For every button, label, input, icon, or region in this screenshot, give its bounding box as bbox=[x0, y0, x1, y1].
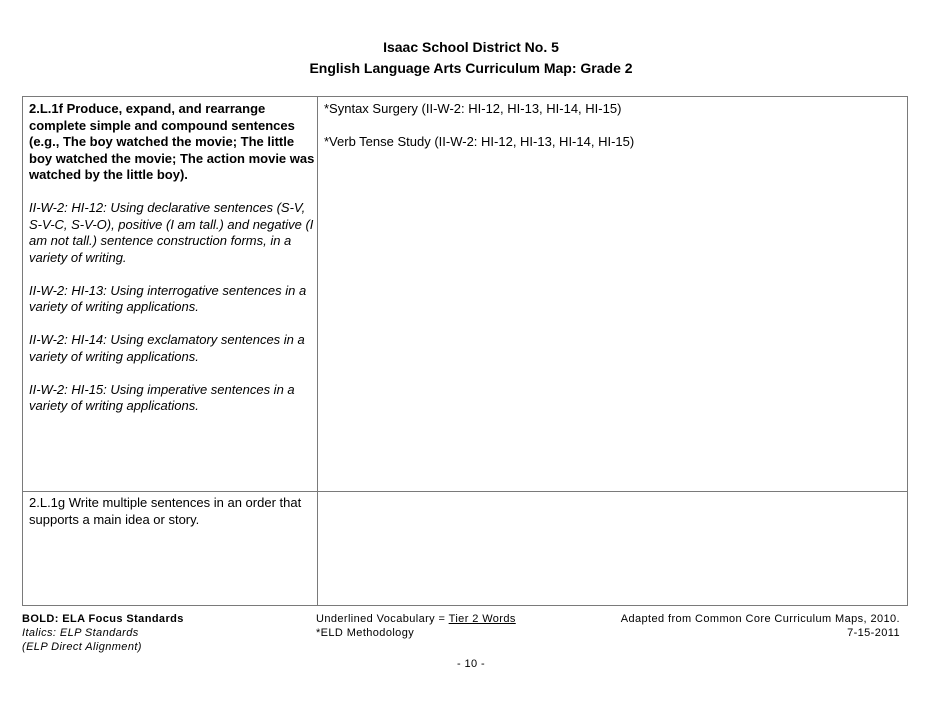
elp-standard-hi15: II-W-2: HI-15: Using imperative sentences in a variety of writing applications. bbox=[29, 381, 295, 413]
curriculum-table bbox=[22, 96, 908, 606]
standard-cell-row2 bbox=[29, 495, 315, 545]
focus-standard-2L1f: 2.L.1f Produce, expand, and rearrange complete simple and compound sentences (e.g., The boy watched the movie; The little boy watched the movie; The action movie was watched by the little boy). bbox=[29, 101, 315, 182]
elp-standard-hi14: II-W-2: HI-14: Using exclamatory sentences in a variety of writing applications. bbox=[29, 332, 305, 364]
vocab-key bbox=[316, 612, 576, 626]
footer-vocab bbox=[316, 612, 576, 640]
row-divider bbox=[23, 491, 907, 492]
footer-source bbox=[600, 612, 900, 640]
page-number: - 10 - bbox=[456, 658, 486, 670]
revision-date: 7-15-2011 bbox=[847, 627, 900, 639]
elp-standard-hi12: II-W-2: HI-12: Using declarative sentences (S-V, S-V-C, S-V-O), positive (I am tall.) and negative (I am not tall.) sentence construction forms, in a variety of writing. bbox=[29, 200, 314, 265]
eld-key: *ELD Methodology bbox=[316, 627, 415, 639]
document-header bbox=[0, 37, 942, 79]
standard-cell-row1 bbox=[29, 101, 315, 431]
elp-standard-hi13: II-W-2: HI-13: Using interrogative sentences in a variety of writing applications. bbox=[29, 282, 307, 314]
footer-legend bbox=[22, 612, 302, 654]
standard-2L1g: 2.L.1g Write multiple sentences in an order that supports a main idea or story. bbox=[29, 495, 302, 527]
adapted-from: Adapted from Common Core Curriculum Maps, 2010. bbox=[620, 613, 900, 625]
column-divider bbox=[317, 97, 318, 605]
vocab-prefix: Underlined Vocabulary = bbox=[316, 613, 449, 625]
bold-key: BOLD: ELA Focus Standards bbox=[22, 613, 184, 625]
elp-alignment-key: (ELP Direct Alignment) bbox=[22, 641, 142, 653]
vocab-underlined: Tier 2 Words bbox=[448, 613, 516, 625]
method-verb-tense-study: *Verb Tense Study (II-W-2: HI-12, HI-13, HI-14, HI-15) bbox=[324, 134, 635, 149]
district-name: Isaac School District No. 5 bbox=[383, 39, 559, 55]
methods-cell-row1 bbox=[324, 101, 904, 167]
method-syntax-surgery: *Syntax Surgery (II-W-2: HI-12, HI-13, HI-14, HI-15) bbox=[324, 101, 622, 116]
italics-key: Italics: ELP Standards bbox=[22, 627, 139, 639]
map-title: English Language Arts Curriculum Map: Grade 2 bbox=[309, 60, 633, 76]
